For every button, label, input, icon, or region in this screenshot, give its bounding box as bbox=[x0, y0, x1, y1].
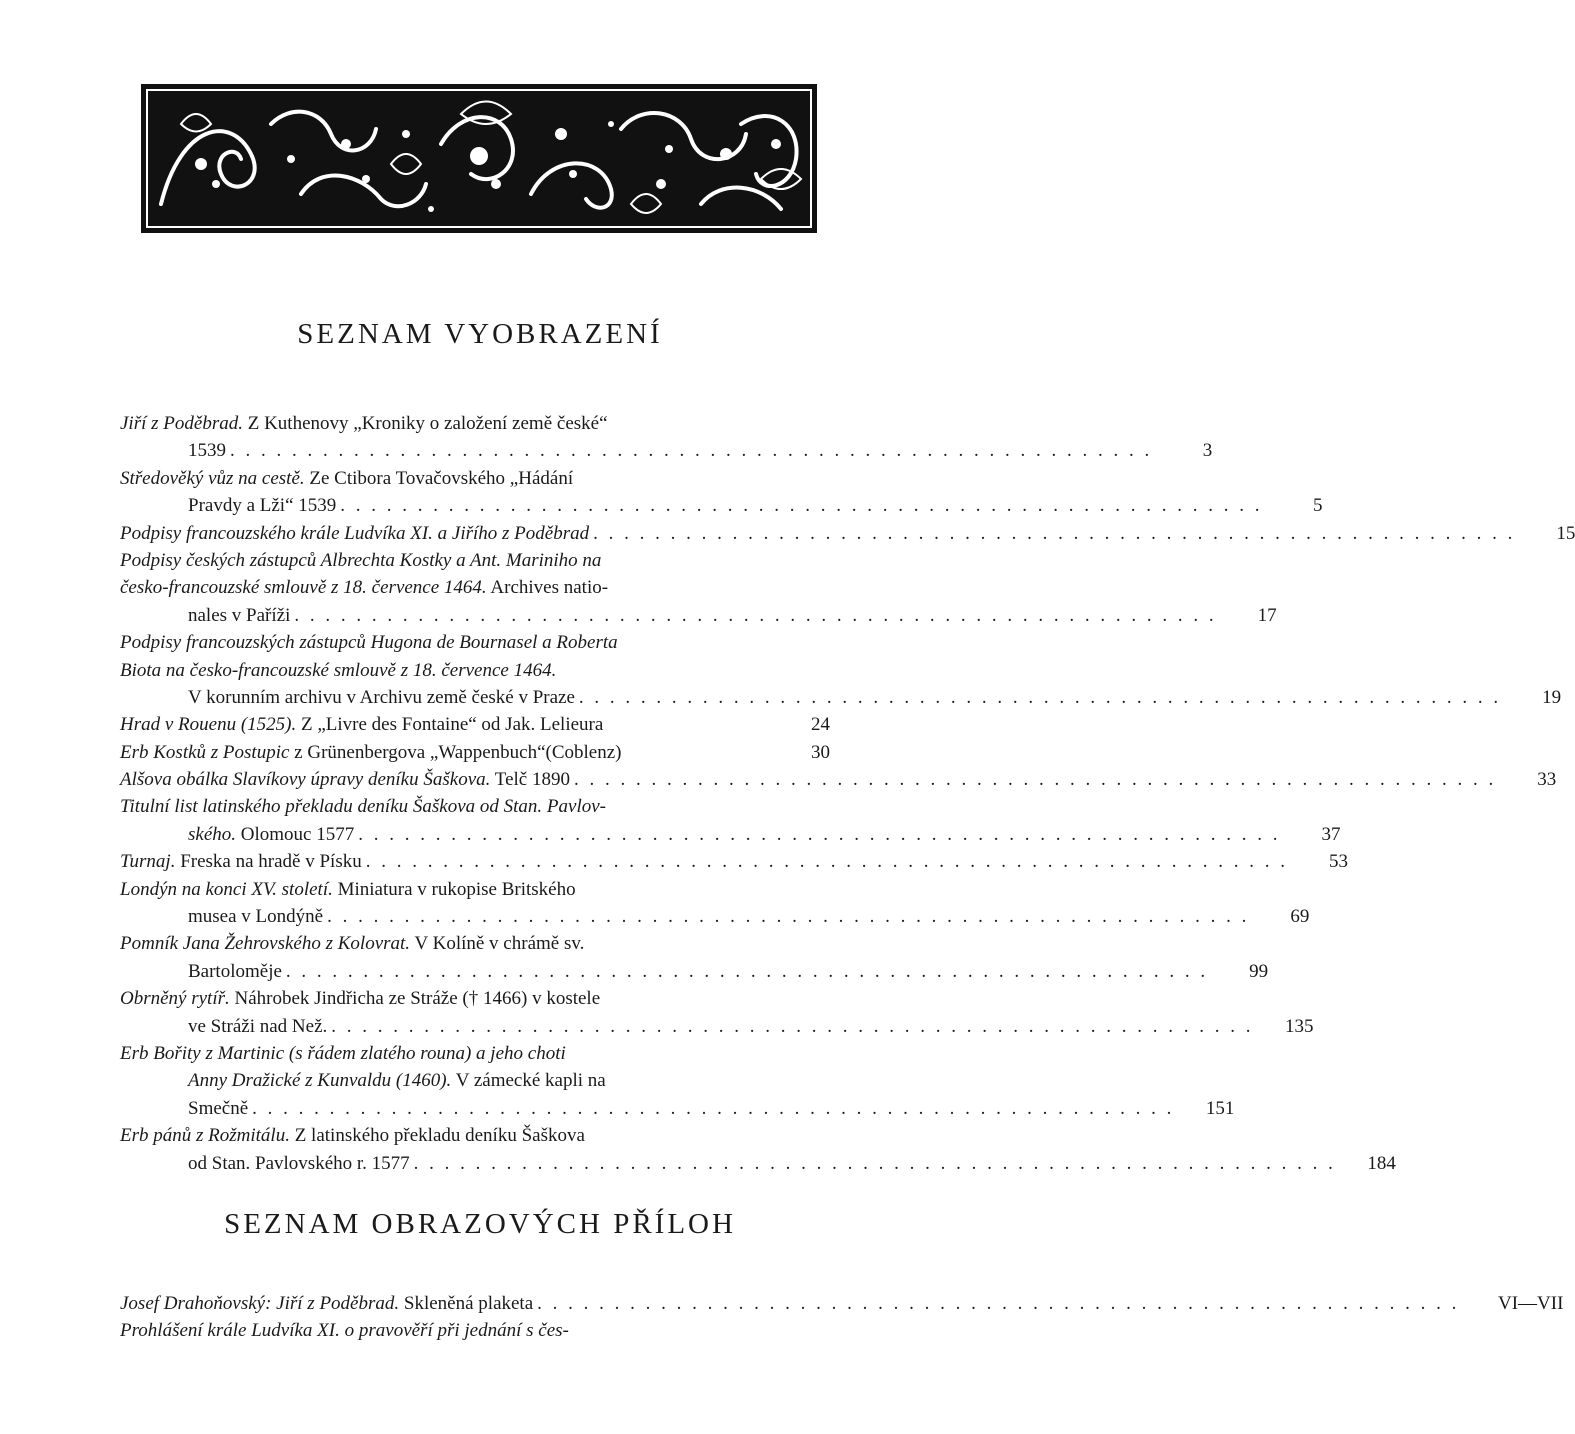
dot-leader: . . . . . . . . . . . . . . . . . . . . . . . . . . . . . . . . . . . . . . . . . . . . . . . . . . . . . . . . . . . . bbox=[327, 906, 1250, 928]
dot-leader: . . . . . . . . . . . . . . . . . . . . . . . . . . . . . . . . . . . . . . . . . . . . . . . . . . . . . . . . . . . . bbox=[413, 1152, 1336, 1174]
entry-line bbox=[120, 602, 1277, 629]
page-number: 53 bbox=[1328, 851, 1348, 873]
entry-source-text: Pravdy a Lži“ 1539 bbox=[188, 495, 337, 517]
entry-line bbox=[120, 985, 830, 1012]
list-item bbox=[120, 985, 1314, 1040]
page-number: 3 bbox=[1202, 440, 1213, 462]
list-item bbox=[120, 629, 1562, 711]
entry-source-text: Miniatura v rukopise Britského bbox=[332, 878, 576, 900]
entry-source-text: Z „Livre des Fontaine“ od Jak. Lelieura bbox=[296, 714, 604, 736]
entry-line bbox=[120, 1150, 1396, 1177]
illustrations-list bbox=[120, 410, 1575, 1177]
entry-line bbox=[120, 930, 830, 957]
entry-line bbox=[120, 629, 830, 656]
entry-title-text: Josef Drahoňovský: Jiří z Poděbrad. bbox=[120, 1293, 400, 1314]
entry-title-text: Erb Kostků z Postupic bbox=[120, 741, 290, 763]
entry-source-text: ve Stráži nad Než. bbox=[188, 1015, 328, 1037]
entry-line bbox=[120, 1013, 1314, 1040]
list-item bbox=[120, 739, 830, 766]
list-item bbox=[120, 1040, 1235, 1122]
page-number: 184 bbox=[1367, 1152, 1396, 1174]
list-item bbox=[120, 1122, 1396, 1177]
entry-title-text: Podpisy francouzských zástupců Hugona de Bournasel a Roberta bbox=[120, 632, 618, 654]
page-number: 17 bbox=[1257, 604, 1277, 626]
page-number: VI—VII bbox=[1497, 1293, 1564, 1314]
entry-title-text: ského. bbox=[188, 823, 237, 845]
entry-line bbox=[120, 793, 830, 820]
entry-title-text: Hrad v Rouenu (1525). bbox=[120, 714, 297, 736]
dot-leader: . . . . . . . . . . . . . . . . . . . . . . . . . . . . . . . . . . . . . . . . . . . . . . . . . . . . . . . . . . . . bbox=[294, 604, 1217, 626]
entry-title-text: Prohlášení krále Ludvíka XI. o pravověří při jednání s čes- bbox=[120, 1320, 569, 1342]
entry-line bbox=[120, 958, 1269, 985]
page-number: 151 bbox=[1205, 1097, 1235, 1119]
list-item bbox=[120, 465, 1323, 520]
page-number: 30 bbox=[811, 741, 830, 763]
entry-line bbox=[120, 492, 1323, 519]
entry-line bbox=[120, 574, 830, 601]
heading-list-of-illustrations: SEZNAM VYOBRAZENÍ bbox=[297, 318, 663, 350]
entry-source-text: V korunním archivu v Archivu země české v Praze bbox=[188, 686, 575, 708]
entry-line bbox=[120, 1040, 830, 1067]
entry-line bbox=[120, 739, 830, 766]
heading-list-of-plates: SEZNAM OBRAZOVÝCH PŘÍLOH bbox=[224, 1208, 736, 1240]
entry-line bbox=[120, 410, 830, 437]
list-item bbox=[120, 1317, 830, 1344]
entry-source-text: z Grünenbergova „Wappenbuch“(Coblenz) bbox=[289, 741, 622, 763]
page-number: 19 bbox=[1542, 686, 1562, 708]
entry-line bbox=[120, 684, 1562, 711]
list-item bbox=[120, 793, 1341, 848]
dot-leader: . . . . . . . . . . . . . . . . . . . . . . . . . . . . . . . . . . . . . . . . . . . . . . . . . . . . . . . . . . . . bbox=[230, 440, 1153, 462]
entry-title-text: Biota na česko-francouzské smlouvě z 18. července 1464. bbox=[120, 659, 557, 681]
entry-line bbox=[120, 547, 830, 574]
entry-source-text: Bartoloměje bbox=[188, 960, 282, 982]
entry-line bbox=[120, 1067, 830, 1094]
entry-line bbox=[120, 437, 1213, 464]
dot-leader: . . . . . . . . . . . . . . . . . . . . . . . . . . . . . . . . . . . . . . . . . . . . . . . . . . . . . . . . . . . . bbox=[578, 686, 1502, 708]
entry-title-text: Jiří z Poděbrad. bbox=[120, 413, 243, 434]
dot-leader: . . . . . . . . . . . . . . . . . . . . . . . . . . . . . . . . . . . . . . . . . . . . . . . . . . . . . . . . . . . . bbox=[537, 1293, 1460, 1314]
list-item bbox=[120, 848, 1348, 875]
entry-source-text: musea v Londýně bbox=[188, 906, 324, 928]
dot-leader: . . . . . . . . . . . . . . . . . . . . . . . . . . . . . . . . . . . . . . . . . . . . . . . . . . . . . . . . . . . . bbox=[331, 1015, 1254, 1037]
entry-line bbox=[120, 821, 1341, 848]
entry-line bbox=[120, 657, 830, 684]
entry-source-text: Freska na hradě v Písku bbox=[175, 851, 362, 873]
entry-line bbox=[120, 1095, 1235, 1122]
page-number: 5 bbox=[1313, 495, 1323, 517]
entry-line bbox=[120, 1317, 830, 1344]
entry-line bbox=[120, 848, 1348, 875]
entry-source-text: Z latinského překladu deníku Šaškova bbox=[289, 1125, 585, 1147]
entry-line bbox=[120, 520, 1575, 547]
entry-source-text: Z Kuthenovy „Kroniky o založení země české“ bbox=[242, 413, 608, 434]
page-number: 33 bbox=[1537, 769, 1557, 791]
entry-source-text: Archives natio- bbox=[486, 577, 609, 599]
dot-leader: . . . . . . . . . . . . . . . . . . . . . . . . . . . . . . . . . . . . . . . . . . . . . . . . . . . . . . . . . . . . bbox=[285, 960, 1209, 982]
page-number: 15 bbox=[1556, 522, 1575, 544]
page-number: 99 bbox=[1249, 960, 1269, 982]
entry-title-text: Erb Bořity z Martinic (s řádem zlatého rouna) a jeho choti bbox=[120, 1042, 566, 1064]
list-item bbox=[120, 876, 1310, 931]
list-item bbox=[120, 410, 1213, 465]
entry-source-text: 1539 bbox=[188, 440, 226, 462]
entry-title-text: Obrněný rytíř. bbox=[120, 988, 230, 1010]
entry-title-text: Podpisy francouzského krále Ludvíka XI. a Jiřího z Poděbrad bbox=[120, 522, 590, 544]
page-number: 135 bbox=[1285, 1015, 1314, 1037]
list-item bbox=[120, 1290, 1564, 1317]
list-item bbox=[120, 930, 1269, 985]
entry-source-text: Náhrobek Jindřicha ze Stráže († 1466) v kostele bbox=[229, 988, 601, 1010]
entry-title-text: Londýn na konci XV. století. bbox=[120, 878, 333, 900]
entry-source-text: Olomouc 1577 bbox=[236, 823, 355, 845]
entry-title-text: Titulní list latinského překladu deníku Šaškova od Stan. Pavlov- bbox=[120, 796, 607, 818]
decorative-ornament-banner bbox=[141, 84, 817, 233]
entry-source-text: Telč 1890 bbox=[490, 769, 570, 791]
entry-title-text: česko-francouzské smlouvě z 18. července 1464. bbox=[120, 577, 487, 599]
page-number: 37 bbox=[1321, 823, 1341, 845]
plates-list bbox=[120, 1290, 1564, 1345]
entry-title-text: Anny Dražické z Kunvaldu (1460). bbox=[188, 1070, 452, 1092]
list-item bbox=[120, 711, 830, 738]
entry-source-text: V zámecké kapli na bbox=[451, 1070, 606, 1092]
entry-title-text: Turnaj. bbox=[120, 851, 176, 873]
entry-source-text: Smečně bbox=[188, 1097, 249, 1119]
list-item bbox=[120, 766, 1557, 793]
list-item bbox=[120, 547, 1277, 629]
entry-source-text: nales v Paříži bbox=[188, 604, 291, 626]
entry-line bbox=[120, 766, 1557, 793]
dot-leader: . . . . . . . . . . . . . . . . . . . . . . . . . . . . . . . . . . . . . . . . . . . . . . . . . . . . . . . . . . . . bbox=[593, 522, 1516, 544]
entry-title-text: Alšova obálka Slavíkovy úpravy deníku Šaškova. bbox=[120, 769, 491, 791]
dot-leader: . . . . . . . . . . . . . . . . . . . . . . . . . . . . . . . . . . . . . . . . . . . . . . . . . . . . . . . . . . . . bbox=[365, 851, 1288, 873]
page-number: 69 bbox=[1290, 906, 1310, 928]
entry-line bbox=[120, 903, 1310, 930]
entry-title-text: Podpisy českých zástupců Albrechta Kostky a Ant. Mariniho na bbox=[120, 549, 602, 571]
entry-source-text: od Stan. Pavlovského r. 1577 bbox=[188, 1152, 410, 1174]
entry-title-text: Erb pánů z Rožmitálu. bbox=[120, 1125, 290, 1147]
dot-leader: . . . . . . . . . . . . . . . . . . . . . . . . . . . . . . . . . . . . . . . . . . . . . . . . . . . . . . . . . . . . bbox=[358, 823, 1281, 845]
list-item bbox=[120, 520, 1575, 547]
entry-line bbox=[120, 1290, 1564, 1317]
dot-leader: . . . . . . . . . . . . . . . . . . . . . . . . . . . . . . . . . . . . . . . . . . . . . . . . . . . . . . . . . . . . bbox=[340, 495, 1263, 517]
dot-leader: . . . . . . . . . . . . . . . . . . . . . . . . . . . . . . . . . . . . . . . . . . . . . . . . . . . . . . . . . . . . bbox=[252, 1097, 1175, 1119]
entry-line bbox=[120, 711, 830, 738]
entry-title-text: Pomník Jana Žehrovského z Kolovrat. bbox=[120, 933, 411, 955]
dot-leader: . . . . . . . . . . . . . . . . . . . . . . . . . . . . . . . . . . . . . . . . . . . . . . . . . . . . . . . . . . . . bbox=[573, 769, 1497, 791]
entry-line bbox=[120, 1122, 830, 1149]
entry-line bbox=[120, 465, 830, 492]
page-number: 24 bbox=[811, 714, 830, 736]
entry-title-text: Středověký vůz na cestě. bbox=[120, 467, 305, 489]
entry-line bbox=[120, 876, 830, 903]
entry-source-text: Skleněná plaketa bbox=[399, 1293, 534, 1314]
entry-source-text: Ze Ctibora Tovačovského „Hádání bbox=[304, 467, 574, 489]
entry-source-text: V Kolíně v chrámě sv. bbox=[410, 933, 585, 955]
